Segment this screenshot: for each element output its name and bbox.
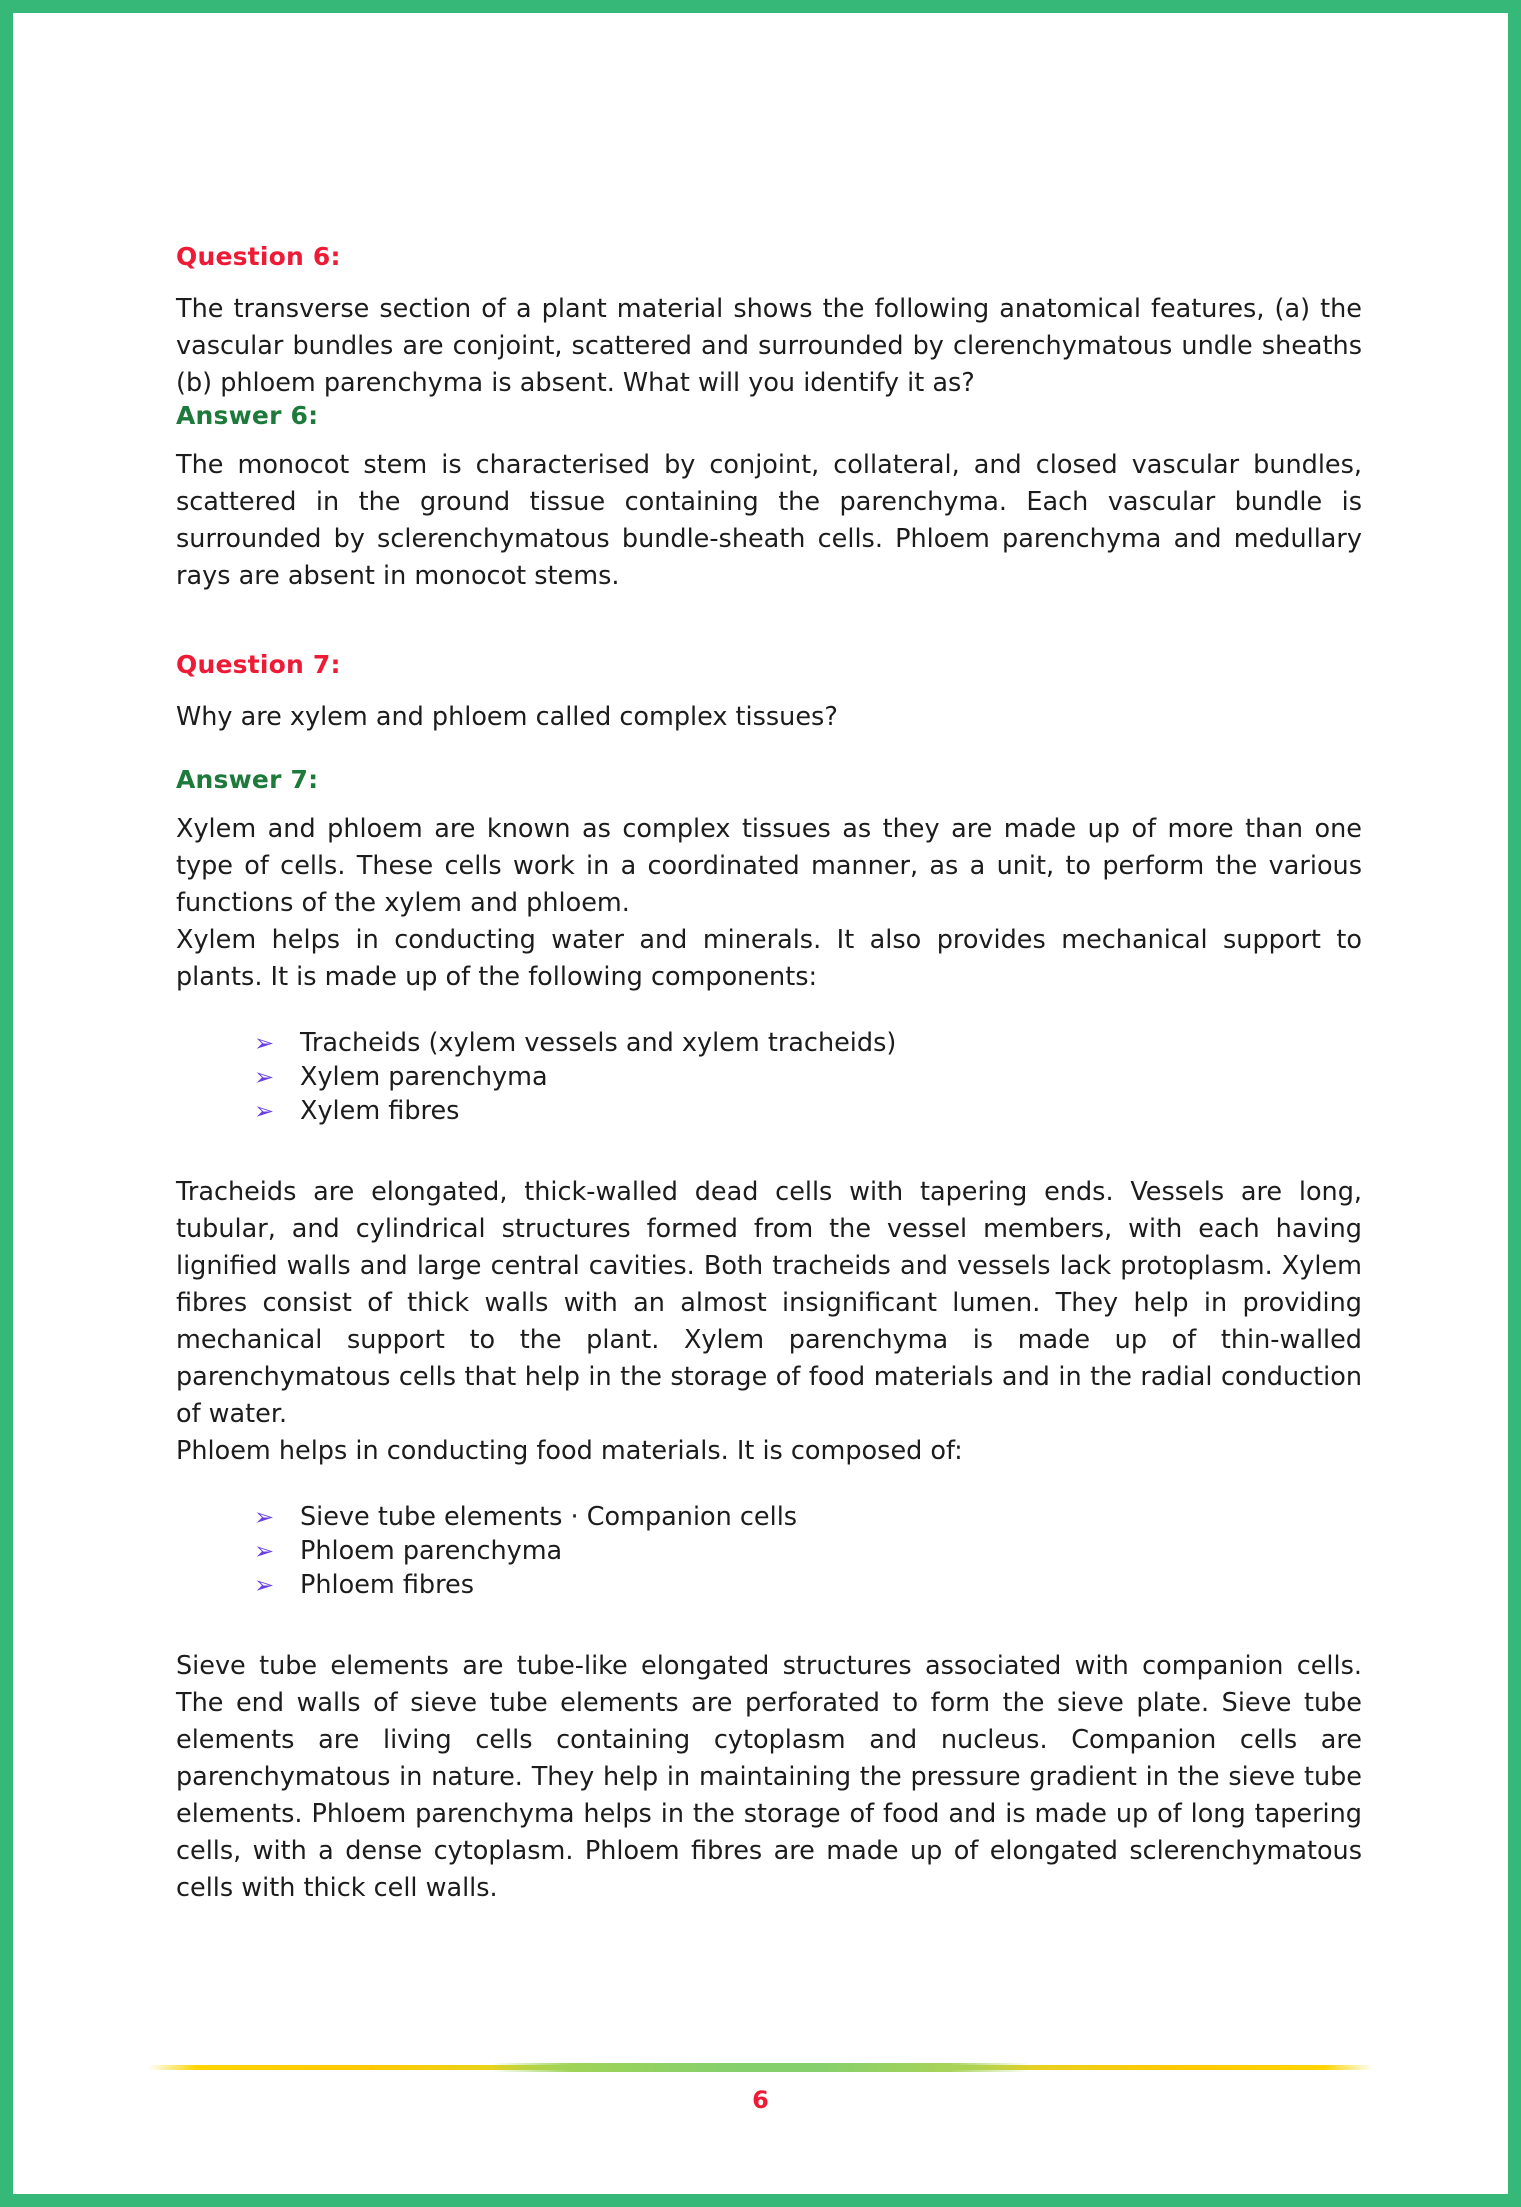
list-item [254,1060,1362,1094]
list-item [254,1568,1362,1602]
question-text-7: Why are xylem and phloem called complex tissues? [176,701,838,732]
chevron-bullet-icon: ➢ [254,1063,275,1091]
answer-paragraph-6-1: The monocot stem is characterised by conjoint, collateral, and closed vascular bundles, scattered in the ground tissue containing the parenchyma. Each vascular bundle is surrounded by sclerenchymatous bundle-sheath cells. Phloem parenchyma and medullary rays are absent in monocot stems. [176,450,1362,591]
qa-block-7 [176,651,1362,1907]
spacer [176,1470,1362,1500]
qa-block-6 [176,243,1362,595]
chevron-bullet-icon: ➢ [254,1537,275,1565]
page-inner [13,13,1508,2194]
answer-heading-7: Answer 7: [176,764,319,794]
chevron-bullet-icon: ➢ [254,1097,275,1125]
question-text-6: The transverse section of a plant material shows the following anatomical features, (a) the vascular bundles are conjoint, scattered and surrounded by clerenchymatous undle sheaths (b) phloem parenchyma is absent. What will you identify it as? [176,293,1362,398]
question-heading-7: Question 7: [176,650,341,679]
document-content [176,243,1362,1907]
list-item [254,1026,1362,1060]
list-item-label: Sieve tube elements · Companion cells [300,1502,798,1532]
xylem-components-list [176,1026,1362,1128]
list-item [254,1500,1362,1534]
answer-paragraph-7-3: Tracheids are elongated, thick-walled dead cells with tapering ends. Vessels are long, tubular, and cylindrical structures formed from the vessel members, with each having lignified walls and large central cavities. Both tracheids and vessels lack protoplasm. Xylem fibres consist of thick walls with an almost insignificant lumen. They help in providing mechanical support to the plant. Xylem parenchyma is made up of thin-walled parenchymatous cells that help in the storage of food materials and in the radial conduction of water. [176,1177,1362,1429]
list-item [254,1094,1362,1128]
list-item-label: Tracheids (xylem vessels and xylem tracheids) [300,1028,897,1058]
spacer [176,1128,1362,1174]
page-footer [13,2063,1508,2112]
list-item-label: Xylem parenchyma [300,1062,548,1092]
footer-divider-core [491,2063,1030,2072]
page-number: 6 [752,2086,769,2114]
list-item-label: Xylem fibres [300,1096,460,1126]
answer-paragraph-7-5: Sieve tube elements are tube-like elongated structures associated with companion cells. The end walls of sieve tube elements are perforated to form the sieve plate. Sieve tube elements are living cells containing cytoplasm and nucleus. Companion cells are parenchymatous in nature. They help in maintaining the pressure gradient in the sieve tube elements. Phloem parenchyma helps in the storage of food and is made up of long tapering cells, with a dense cytoplasm. Phloem fibres are made up of elongated sclerenchymatous cells with thick cell walls. [176,1651,1362,1903]
chevron-bullet-icon: ➢ [254,1503,275,1531]
chevron-bullet-icon: ➢ [254,1571,275,1599]
list-item-label: Phloem parenchyma [300,1536,563,1566]
answer-paragraph-7-2: Xylem helps in conducting water and minerals. It also provides mechanical support to plants. It is made up of the following components: [176,925,1362,992]
list-item-label: Phloem fibres [300,1570,475,1600]
footer-divider-icon [148,2063,1373,2072]
section-spacer [176,595,1362,651]
answer-heading-6: Answer 6: [176,400,319,430]
spacer [176,996,1362,1026]
answer-paragraph-7-4: Phloem helps in conducting food materials. It is composed of: [176,1436,963,1466]
question-heading-6: Question 6: [176,242,341,271]
chevron-bullet-icon: ➢ [254,1029,275,1057]
list-item [254,1534,1362,1568]
spacer [176,1602,1362,1648]
answer-paragraph-7-1: Xylem and phloem are known as complex tissues as they are made up of more than one type of cells. These cells work in a coordinated manner, as a unit, to perform the various functions of the xylem and phloem. [176,814,1362,918]
spacer [176,736,1362,766]
phloem-components-list [176,1500,1362,1602]
